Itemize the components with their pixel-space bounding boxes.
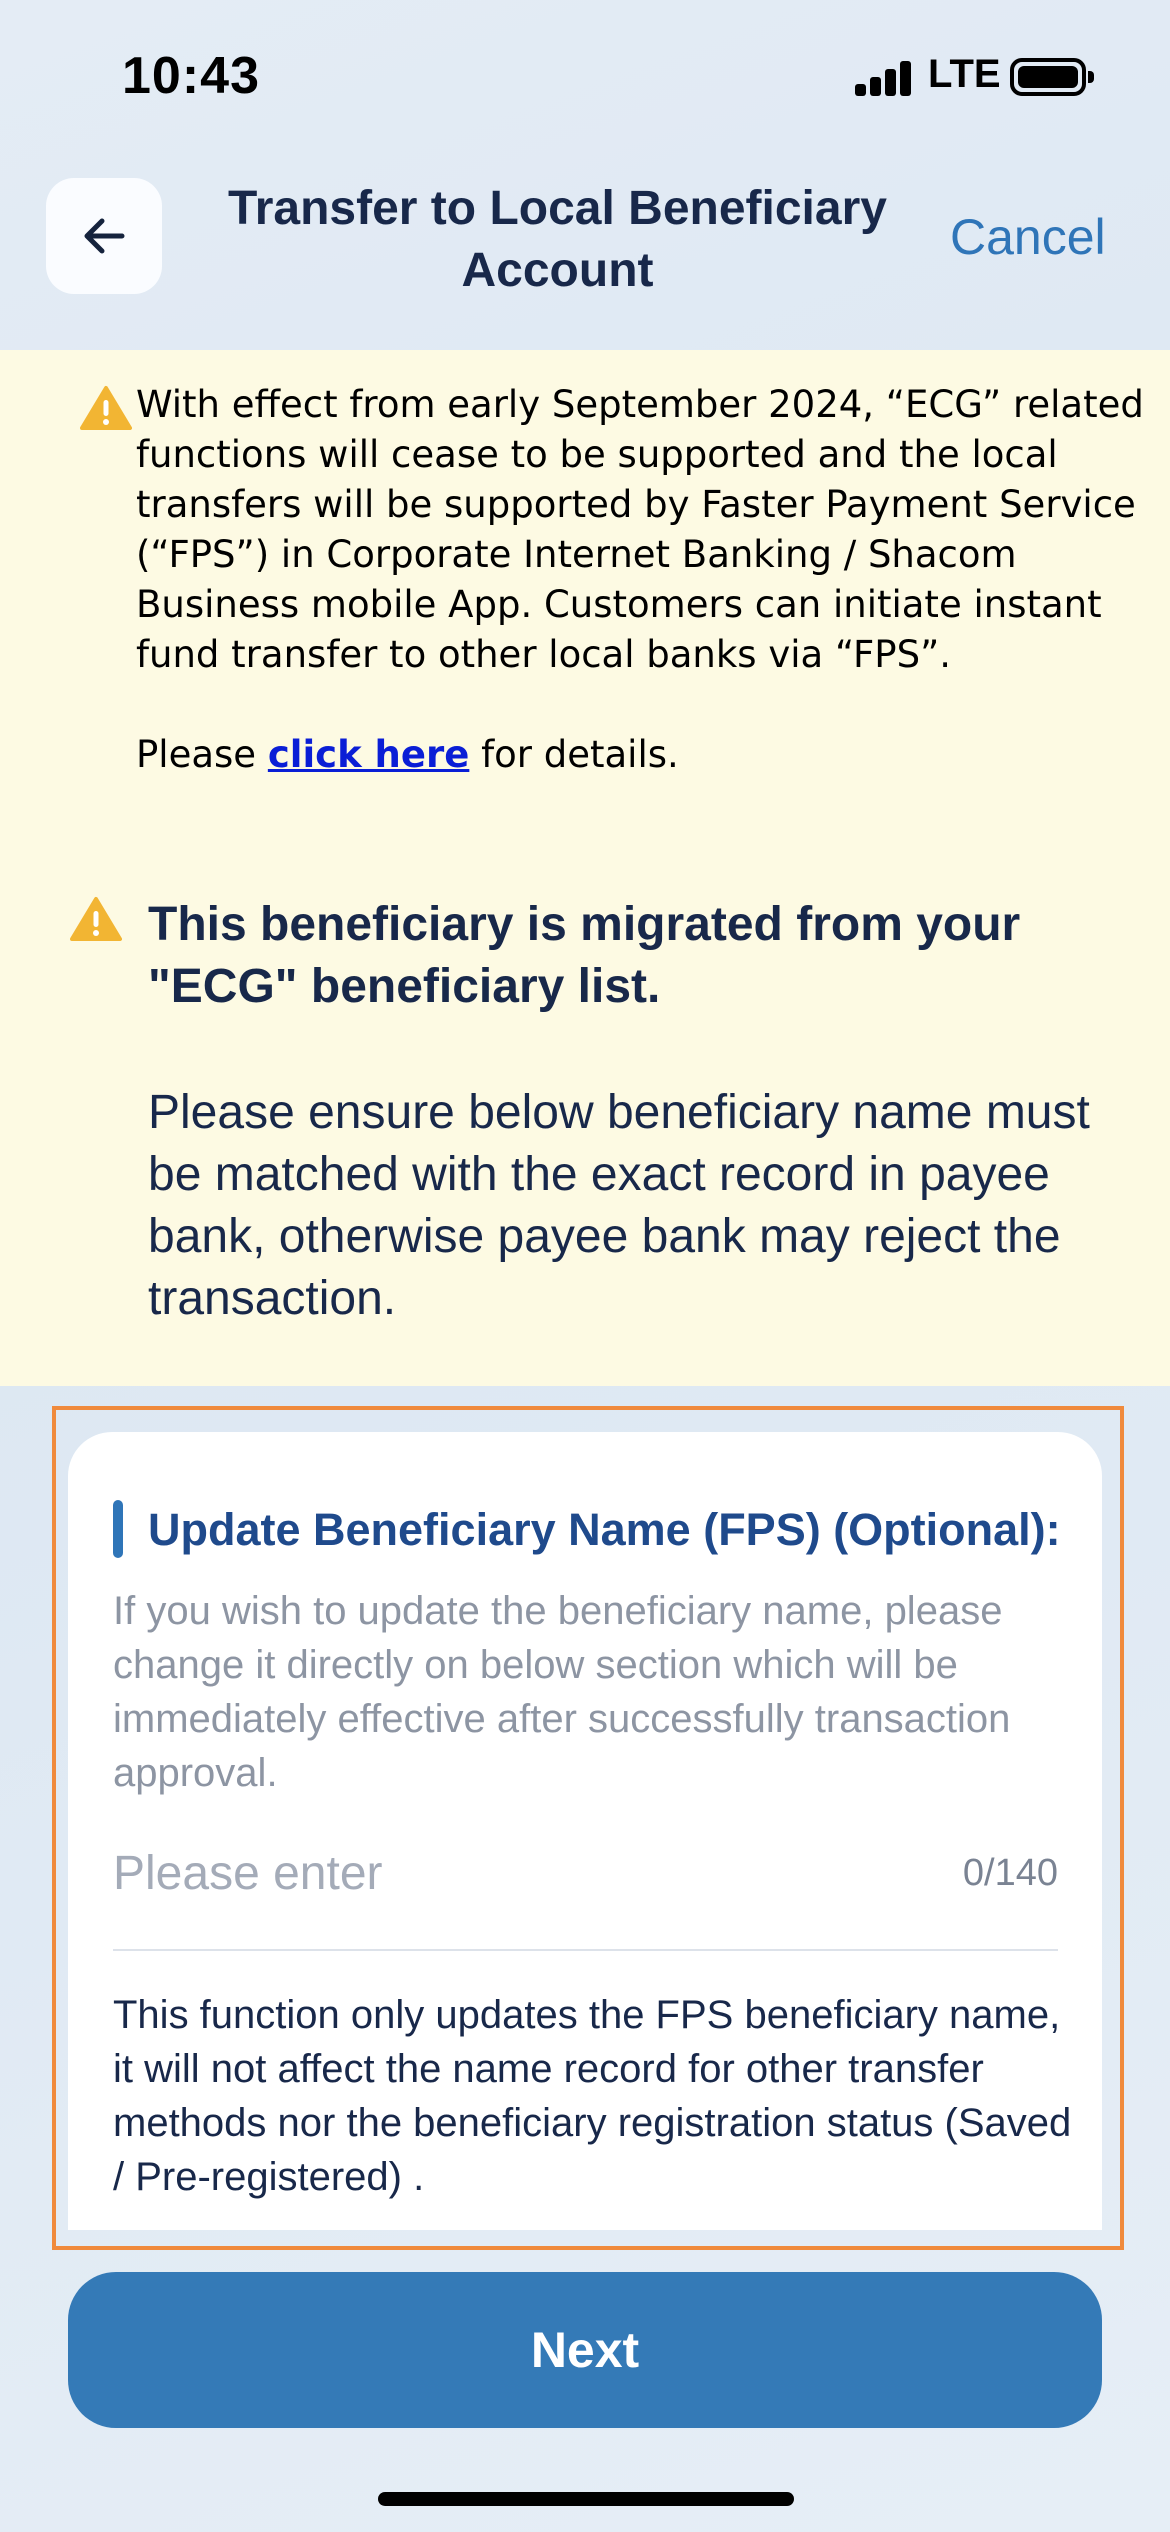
status-bar	[0, 0, 1170, 150]
page-title: Transfer to Local Beneficiary Account	[228, 182, 887, 297]
migration-warning-body: Please ensure below beneficiary name must be matched with the exact record in payee bank, otherwise payee bank may reject the transaction.	[148, 1086, 1090, 1325]
warning-icon	[80, 385, 132, 431]
signal-icon	[855, 60, 913, 96]
card-note: This function only updates the FPS beneficiary name, it will not affect the name record for other transfer methods nor the beneficiary registration status (Saved / Pre-registered) .	[113, 1993, 1072, 2199]
character-counter: 0/140	[962, 1852, 1058, 1894]
cancel-button[interactable]: Cancel	[950, 209, 1106, 265]
battery-icon	[1010, 58, 1086, 96]
details-link[interactable]: click here	[267, 733, 470, 776]
ecg-notice-details: Please click here for details.	[136, 733, 679, 776]
migration-warning-title: This beneficiary is migrated from your "ECG" beneficiary list.	[148, 898, 1021, 1013]
arrow-left-icon	[82, 217, 126, 255]
card-title: Update Beneficiary Name (FPS) (Optional):	[148, 1504, 1061, 1555]
next-button[interactable]: Next	[68, 2272, 1102, 2428]
network-type: LTE	[928, 52, 1001, 96]
ecg-notice	[136, 380, 1146, 780]
back-button[interactable]	[46, 178, 162, 294]
warning-icon	[70, 896, 122, 942]
ecg-notice-text: With effect from early September 2024, “ECG” related functions will cease to be supported and the local transfers will be supported by Faster Payment Service (“FPS”) in Corporate Internet Banking / Shacom Business mobile App. Customers can initiate instant fund transfer to other local banks via “FPS”.	[136, 383, 1144, 676]
highlight-frame	[52, 1406, 1124, 2250]
home-indicator	[378, 2492, 794, 2506]
card-description: If you wish to update the beneficiary name, please change it directly on below section which will be immediately effective after successfully transaction approval.	[113, 1589, 1011, 1795]
status-time: 10:43	[122, 47, 260, 105]
